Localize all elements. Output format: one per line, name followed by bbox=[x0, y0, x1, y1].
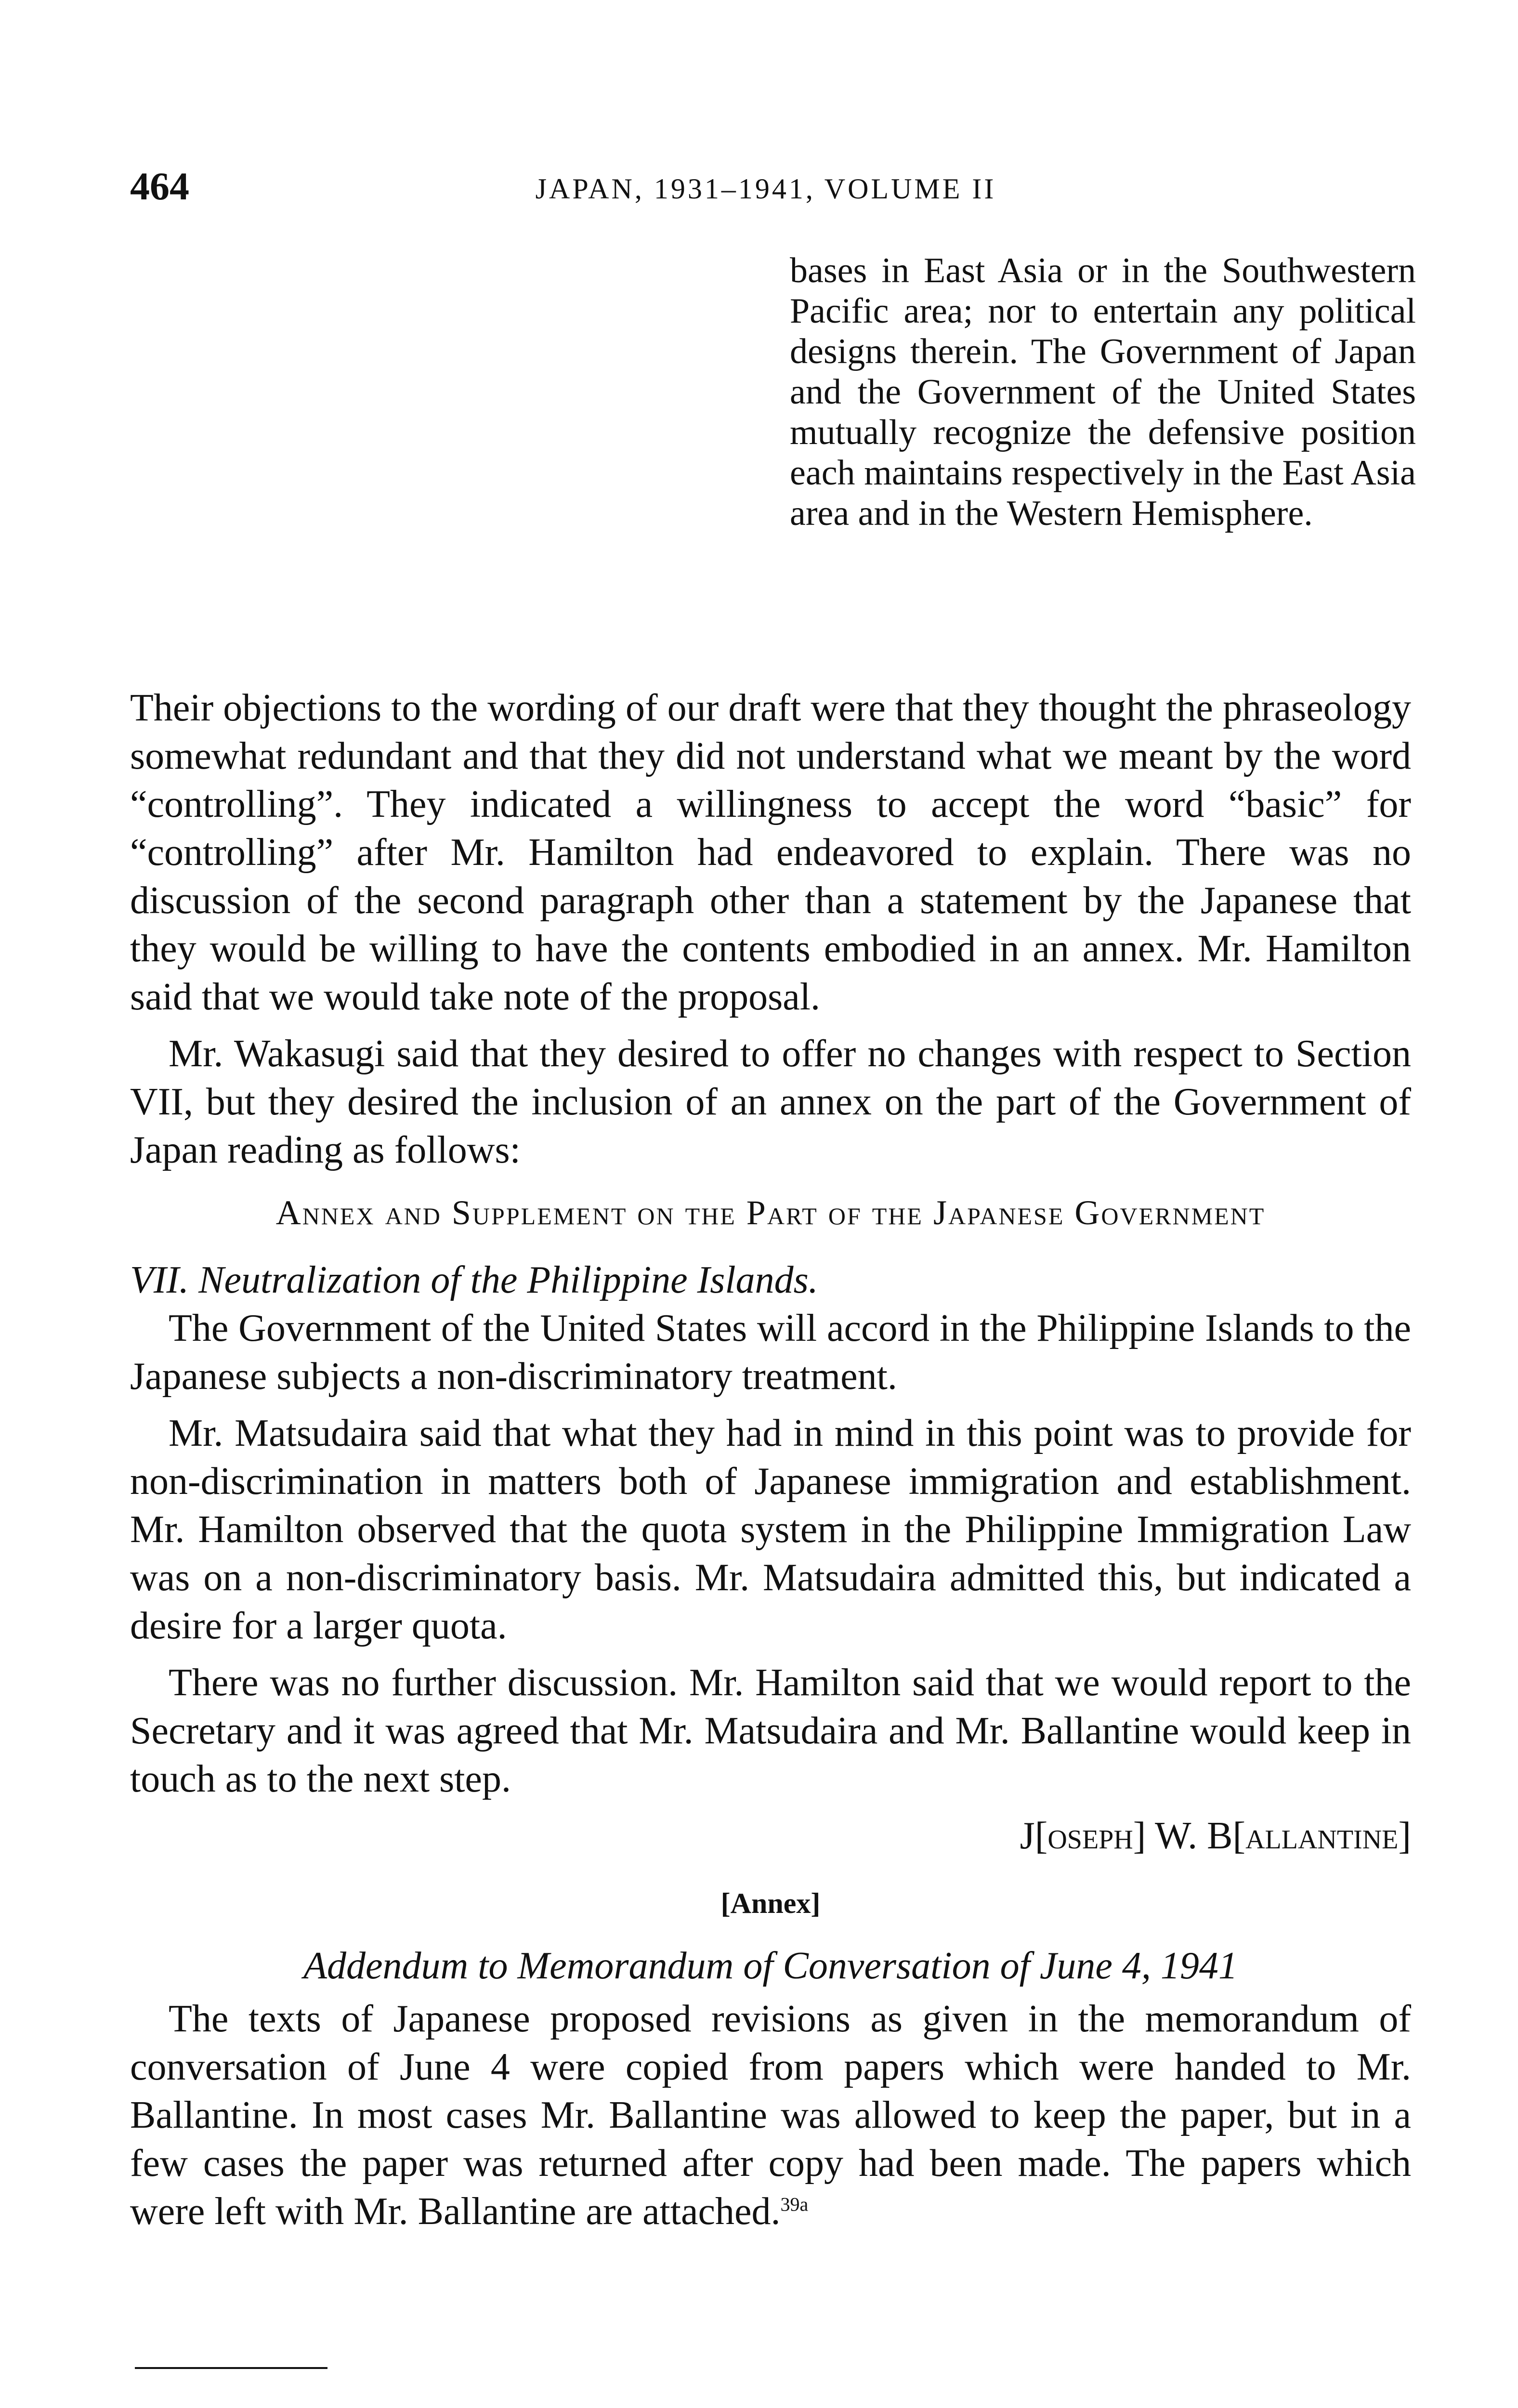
running-title: JAPAN, 1931–1941, VOLUME II bbox=[535, 173, 996, 205]
annex-label: [Annex] bbox=[720, 1887, 821, 1919]
paragraph-no-further-discussion: There was no further discussion. Mr. Hamilton said that we would report to the Secretary and it was agreed that Mr. Matsudaira and Mr. Ballantine would keep in touch as to the next step. bbox=[130, 1662, 1411, 1800]
footnote-divider bbox=[135, 2367, 327, 2369]
page-number: 464 bbox=[130, 164, 189, 208]
paragraph-wakasugi: Mr. Wakasugi said that they desired to offer no changes with respect to Section VII, but they desired the inclusion of an annex on the part of the Government of Japan reading as follows: bbox=[130, 1033, 1411, 1171]
paragraph-philippine-treatment: The Government of the United States will accord in the Philippine Islands to the Japanese subjects a non-discriminatory treatment. bbox=[130, 1307, 1411, 1398]
addendum-title: Addendum to Memorandum of Conversation of June 4, 1941 bbox=[303, 1945, 1238, 1987]
page-header bbox=[130, 164, 1401, 217]
section-heading: VII. Neutralization of the Philippine Islands. bbox=[130, 1259, 818, 1301]
annex-heading: Annex and Supplement on the Part of the Japanese Government bbox=[275, 1193, 1266, 1232]
paragraph-addendum-text: The texts of Japanese proposed revisions as given in the memorandum of conversation of June 4 were copied from papers which were handed to Mr. Ballantine. In most cases Mr. Ballantine was allowed to keep the paper, but in a few cases the paper was returned after copy had been made. The papers which were left with Mr. Ballantine are attached. bbox=[130, 1998, 1411, 2233]
paragraph-addendum bbox=[130, 1995, 1411, 2236]
signature: J[oseph] W. B[allantine] bbox=[1020, 1815, 1411, 1857]
quoted-text-block: bases in East Asia or in the Southwestern Pacific area; nor to entertain any political designs therein. The Government of Japan and the Government of the United States mutually recognize the defensive position each maintains respectively in the East Asia area and in the Western Hemisphere. bbox=[790, 251, 1416, 533]
footnote-reference: 39a bbox=[780, 2193, 809, 2215]
paragraph-objections: Their objections to the wording of our draft were that they thought the phraseology somewhat redundant and that they did not understand what we meant by the word “controlling”. They indicated a willingness to accept the word “basic” for “controlling” after Mr. Hamilton had endeavored to explain. There was no discussion of the second paragraph other than a statement by the Japanese that they would be willing to have the contents embodied in an annex. Mr. Hamilton said that we would take note of the proposal. bbox=[130, 687, 1411, 1018]
paragraph-matsudaira: Mr. Matsudaira said that what they had in mind in this point was to provide for non-discrimination in matters both of Japanese immigration and establishment. Mr. Hamilton observed that the quota system in the Philippine Immigration Law was on a non-discriminatory basis. Mr. Matsudaira admitted this, but indicated a desire for a larger quota. bbox=[130, 1412, 1411, 1647]
body-text bbox=[130, 684, 1411, 2244]
